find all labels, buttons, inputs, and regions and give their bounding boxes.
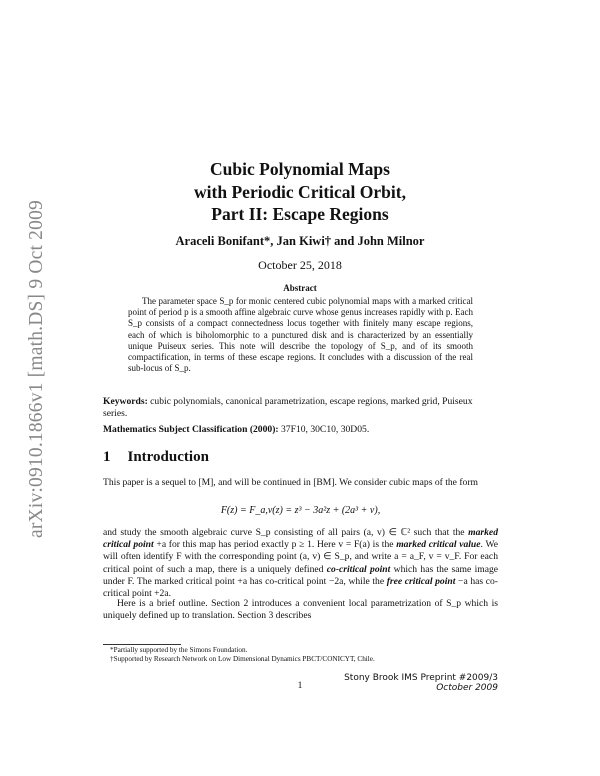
date: October 25, 2018 — [258, 258, 342, 272]
term-free-critical-point: free critical point — [386, 575, 456, 587]
section-heading — [103, 449, 209, 466]
intro-paragraph-2 — [103, 527, 498, 600]
p2-text-b: +a for this map has period exactly p ≥ 1. Here v = F(a) is the — [156, 539, 394, 551]
preprint-line-2: October 2009 — [436, 683, 498, 693]
authors: Araceli Bonifant*, Jan Kiwi† and John Milnor — [175, 234, 425, 248]
title-line-1: Cubic Polynomial Maps — [210, 159, 390, 179]
keywords-text: cubic polynomials, canonical parametrization, escape regions, marked grid, Puiseux series. — [103, 396, 473, 419]
msc-classification — [103, 424, 498, 435]
title-line-3: Part II: Escape Regions — [211, 204, 389, 224]
arxiv-stamp: arXiv:0910.1866v1 [math.DS] 9 Oct 2009 — [26, 200, 47, 538]
p2-text-a: and study the smooth algebraic curve S_p consisting of all pairs (a, v) ∈ ℂ² such that the — [103, 527, 465, 538]
section-number: 1 — [103, 449, 111, 465]
abstract-text: The parameter space S_p for monic centered cubic polynomial maps with a marked critical point of period p is a smooth affine algebraic curve whose genus increases rapidly with p. Each S_p consists of a compact connectedness locus together with finitely many escape regions, each of which is biholomorphic to a punctured disk and is characterized by an essentially unique Puiseux series. This note will describe the topology of S_p, and of its smooth compactification, in terms of these escape regions. It concludes with a discussion of the real sub-locus of S_p. — [128, 296, 473, 374]
paper-title — [0, 158, 600, 226]
keywords — [103, 396, 498, 420]
section-title: Introduction — [127, 449, 209, 465]
footnote-1: *Partially supported by the Simons Foundation. — [110, 646, 248, 654]
p2-text-d: which has the same image under F. The marked critical point +a has co-critical point −2a, while the — [103, 563, 499, 587]
page-number: 1 — [297, 681, 303, 691]
term-marked-critical-point: marked critical point — [103, 527, 498, 551]
term-co-critical-point: co-critical point — [326, 563, 391, 575]
footnote-2: †Supported by Research Network on Low Dimensional Dynamics PBCT/CONICYT, Chile. — [110, 655, 375, 663]
preprint-line-1: Stony Brook IMS Preprint #2009/3 — [344, 673, 498, 683]
title-line-2: with Periodic Critical Orbit, — [194, 181, 406, 202]
keywords-label: Keywords: — [103, 396, 148, 407]
intro-paragraph-1: This paper is a sequel to [M], and will be continued in [BM]. We consider cubic maps of the form — [103, 477, 478, 488]
intro-paragraph-3: Here is a brief outline. Section 2 introduces a convenient local parametrization of S_p which is uniquely defined up to translation. Section 3 describes — [103, 598, 498, 622]
msc-text: 37F10, 30C10, 30D05. — [281, 424, 370, 435]
p2-text-c: . We will often identify F with the corresponding point (a, v) ∈ S_p, and write a = a_F, v = v_F. For each critical point of such a map, there is a uniquely defined — [103, 539, 498, 575]
equation-cubic-map: F(z) = F_a,v(z) = z³ − 3a²z + (2a³ + v), — [220, 505, 381, 516]
msc-label: Mathematics Subject Classification (2000): — [103, 424, 279, 435]
p2-text-e: −a has co-critical point +2a. — [103, 575, 498, 600]
abstract-heading: Abstract — [283, 283, 317, 293]
footnote-rule — [103, 644, 181, 645]
term-marked-critical-value: marked critical value — [396, 539, 481, 551]
